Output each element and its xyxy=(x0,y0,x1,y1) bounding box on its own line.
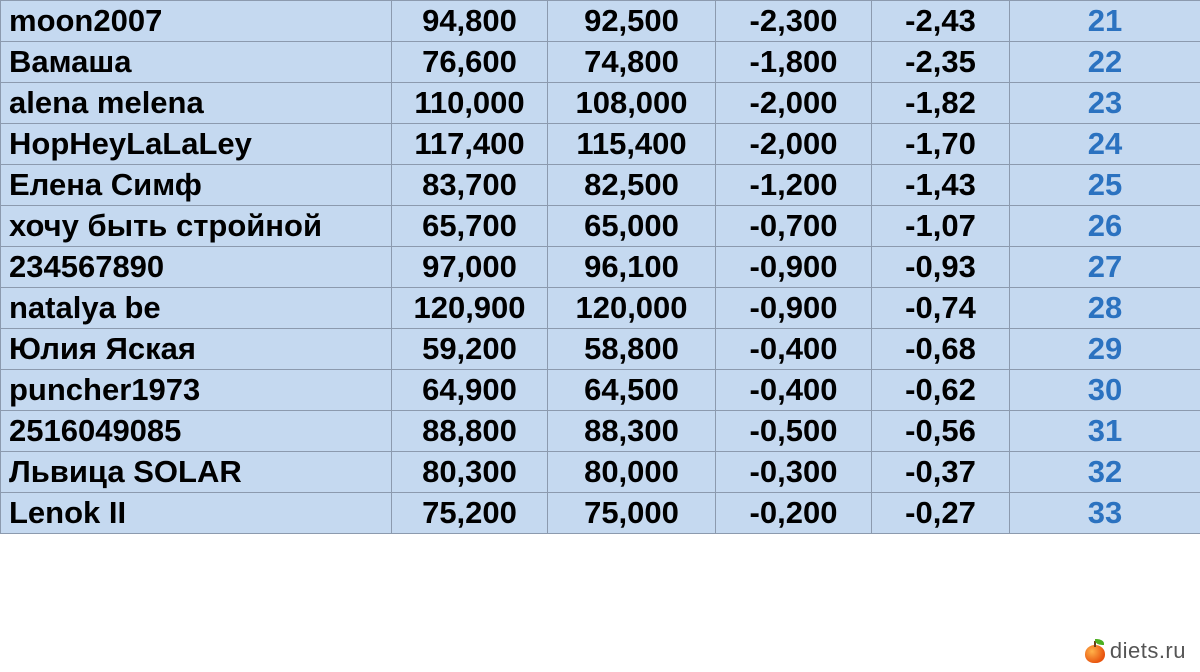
cell-percent-change: -0,62 xyxy=(872,370,1010,411)
cell-current-weight: 58,800 xyxy=(548,329,716,370)
cell-rank: 30 xyxy=(1010,370,1200,411)
cell-current-weight: 108,000 xyxy=(548,83,716,124)
cell-rank: 31 xyxy=(1010,411,1200,452)
table-row xyxy=(1,370,1200,411)
cell-name: HopHeyLaLaLey xyxy=(1,124,392,165)
cell-percent-change: -1,70 xyxy=(872,124,1010,165)
cell-rank: 25 xyxy=(1010,165,1200,206)
table-row xyxy=(1,83,1200,124)
cell-rank: 23 xyxy=(1010,83,1200,124)
apple-icon xyxy=(1084,639,1106,663)
cell-start-weight: 94,800 xyxy=(392,1,548,42)
cell-start-weight: 97,000 xyxy=(392,247,548,288)
cell-name: Львица SOLAR xyxy=(1,452,392,493)
table-row xyxy=(1,288,1200,329)
cell-rank: 22 xyxy=(1010,42,1200,83)
cell-percent-change: -0,74 xyxy=(872,288,1010,329)
table-row xyxy=(1,124,1200,165)
cell-name: 2516049085 xyxy=(1,411,392,452)
table-row xyxy=(1,1,1200,42)
cell-start-weight: 83,700 xyxy=(392,165,548,206)
cell-percent-change: -0,68 xyxy=(872,329,1010,370)
cell-name: Lenok II xyxy=(1,493,392,534)
cell-percent-change: -1,07 xyxy=(872,206,1010,247)
cell-start-weight: 65,700 xyxy=(392,206,548,247)
cell-current-weight: 92,500 xyxy=(548,1,716,42)
cell-rank: 24 xyxy=(1010,124,1200,165)
cell-weight-change: -2,000 xyxy=(716,83,872,124)
cell-current-weight: 82,500 xyxy=(548,165,716,206)
cell-name: Вамаша xyxy=(1,42,392,83)
cell-weight-change: -0,900 xyxy=(716,288,872,329)
cell-percent-change: -2,35 xyxy=(872,42,1010,83)
cell-rank: 33 xyxy=(1010,493,1200,534)
cell-percent-change: -0,27 xyxy=(872,493,1010,534)
cell-name: хочу быть стройной xyxy=(1,206,392,247)
cell-rank: 21 xyxy=(1010,1,1200,42)
cell-name: 234567890 xyxy=(1,247,392,288)
cell-start-weight: 64,900 xyxy=(392,370,548,411)
cell-current-weight: 75,000 xyxy=(548,493,716,534)
cell-percent-change: -1,43 xyxy=(872,165,1010,206)
logo-text: diets.ru xyxy=(1109,638,1186,663)
cell-start-weight: 80,300 xyxy=(392,452,548,493)
table-row xyxy=(1,42,1200,83)
cell-weight-change: -0,200 xyxy=(716,493,872,534)
cell-start-weight: 76,600 xyxy=(392,42,548,83)
cell-weight-change: -0,400 xyxy=(716,370,872,411)
cell-current-weight: 88,300 xyxy=(548,411,716,452)
cell-percent-change: -1,82 xyxy=(872,83,1010,124)
cell-name: moon2007 xyxy=(1,1,392,42)
table-row xyxy=(1,452,1200,493)
cell-rank: 32 xyxy=(1010,452,1200,493)
cell-rank: 27 xyxy=(1010,247,1200,288)
table-row xyxy=(1,329,1200,370)
cell-name: puncher1973 xyxy=(1,370,392,411)
table-row xyxy=(1,411,1200,452)
cell-current-weight: 80,000 xyxy=(548,452,716,493)
cell-percent-change: -0,56 xyxy=(872,411,1010,452)
cell-current-weight: 120,000 xyxy=(548,288,716,329)
cell-name: Елена Симф xyxy=(1,165,392,206)
cell-name: Юлия Яская xyxy=(1,329,392,370)
cell-rank: 26 xyxy=(1010,206,1200,247)
cell-rank: 29 xyxy=(1010,329,1200,370)
cell-current-weight: 115,400 xyxy=(548,124,716,165)
cell-current-weight: 64,500 xyxy=(548,370,716,411)
table-row xyxy=(1,493,1200,534)
cell-start-weight: 110,000 xyxy=(392,83,548,124)
diets-logo xyxy=(1084,638,1186,664)
cell-weight-change: -2,000 xyxy=(716,124,872,165)
cell-weight-change: -1,200 xyxy=(716,165,872,206)
cell-percent-change: -0,93 xyxy=(872,247,1010,288)
cell-weight-change: -0,300 xyxy=(716,452,872,493)
cell-start-weight: 75,200 xyxy=(392,493,548,534)
cell-weight-change: -1,800 xyxy=(716,42,872,83)
cell-weight-change: -2,300 xyxy=(716,1,872,42)
cell-weight-change: -0,700 xyxy=(716,206,872,247)
results-table-body xyxy=(1,1,1200,534)
cell-current-weight: 74,800 xyxy=(548,42,716,83)
cell-percent-change: -0,37 xyxy=(872,452,1010,493)
cell-current-weight: 65,000 xyxy=(548,206,716,247)
cell-weight-change: -0,500 xyxy=(716,411,872,452)
cell-weight-change: -0,900 xyxy=(716,247,872,288)
cell-start-weight: 88,800 xyxy=(392,411,548,452)
cell-current-weight: 96,100 xyxy=(548,247,716,288)
cell-percent-change: -2,43 xyxy=(872,1,1010,42)
table-row xyxy=(1,165,1200,206)
cell-start-weight: 59,200 xyxy=(392,329,548,370)
cell-rank: 28 xyxy=(1010,288,1200,329)
cell-name: alena melena xyxy=(1,83,392,124)
cell-start-weight: 120,900 xyxy=(392,288,548,329)
cell-name: natalya be xyxy=(1,288,392,329)
cell-start-weight: 117,400 xyxy=(392,124,548,165)
table-row xyxy=(1,206,1200,247)
cell-weight-change: -0,400 xyxy=(716,329,872,370)
table-row xyxy=(1,247,1200,288)
